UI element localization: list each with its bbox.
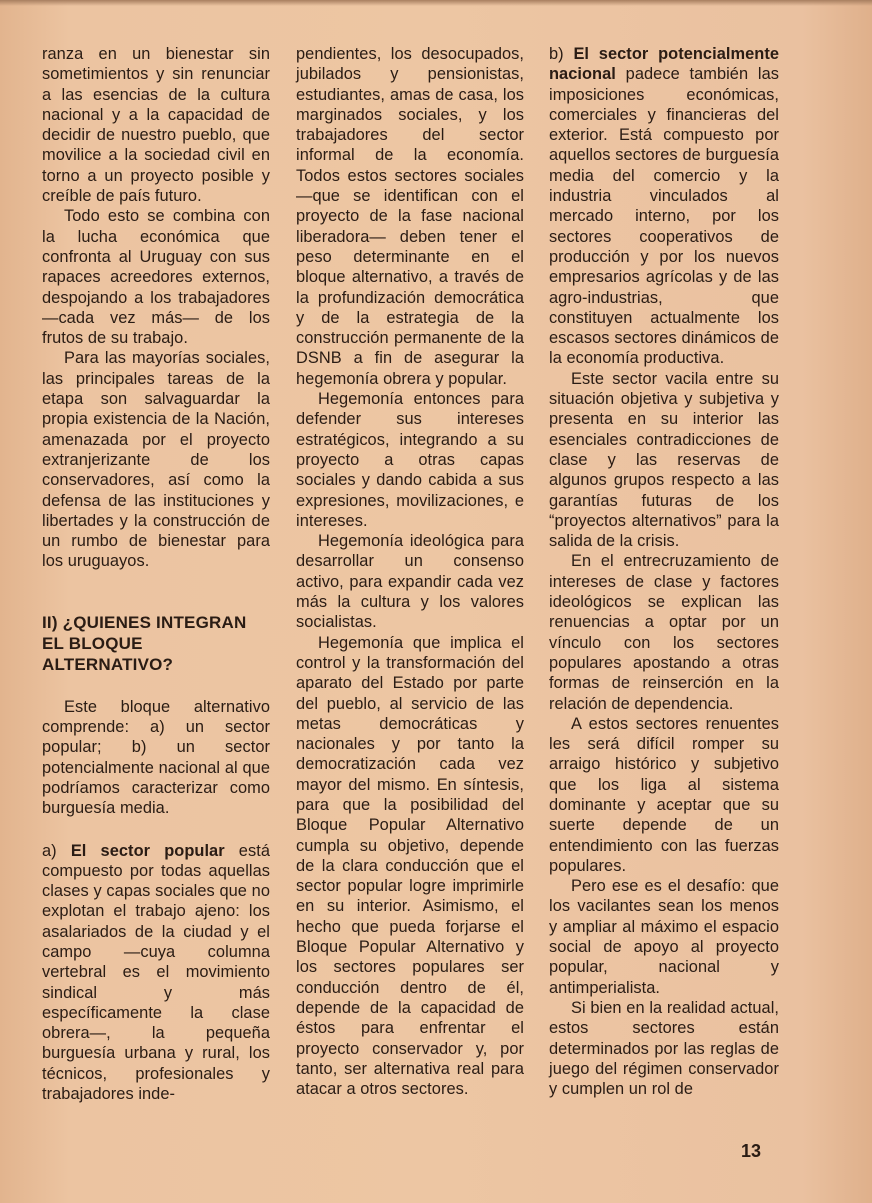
section-heading: II) ¿QUIENES INTEGRAN EL BLOQUE ALTERNATIVO? xyxy=(42,612,247,674)
paragraph: Si bien en la realidad actual, estos sectores están determinados por las reglas de juego del régimen conservador y cumplen un rol de xyxy=(549,998,779,1099)
paragraph-text: padece también las imposiciones económicas, comerciales y financieras del exterior. Está compuesto por aquellos sectores de burguesía media del comercio y la industria vinculados al mercado interno, por los sectores cooperativos de producción y por los nuevos empresarios agrícolas y de las agro-industrias, que constituyen actualmente los escasos sectores dinámicos de la economía productiva. xyxy=(549,65,779,368)
paragraph: A estos sectores renuentes les será difícil romper su arraigo histórico y subjetivo que los liga al sistema dominante y aceptar que su suerte depende de un entendimiento con las fuerzas populares. xyxy=(549,714,779,875)
text-column-3 xyxy=(549,44,779,1099)
page-top-edge xyxy=(0,0,872,6)
list-marker: a) xyxy=(42,841,71,860)
paragraph: Hegemonía ideológica para desarrollar un consenso activo, para expandir cada vez más la cultura y los valores socialistas. xyxy=(296,532,524,632)
paragraph-sector-nacional xyxy=(549,44,779,369)
page-number: 13 xyxy=(741,1141,762,1161)
paragraph: Hegemonía que implica el control y la transformación del aparato del Estado por parte del pueblo, al servicio de las metas democráticas y nacionales y por tanto la democratización cada vez mayor del mismo. En síntesis, para que la posibilidad del Bloque Popular Alternativo cumpla su objetivo, depende de la clara conducción que el sector popular logre imprimirle en su interior. Asimismo, el hecho que pueda forjarse el Bloque Popular Alternativo y los sectores populares ser conducción dentro de él, depende de la capacidad de éstos para enfrentar el proyecto conservador y, por tanto, ser alternativa real para atacar a otros sectores. xyxy=(296,633,524,1099)
list-marker: b) xyxy=(549,45,574,63)
paragraph: Para las mayorías sociales, las principales tareas de la etapa son salvaguardar la propia existencia de la Nación, amenazada por el proyecto extranjerizante de los conservadores, así como la defensa de las instituciones y libertades y la construcción de un rumbo de bienestar para los uruguayos. xyxy=(42,349,270,571)
paragraph-text: está compuesto por todas aquellas clases y capas sociales que no explotan el trabajo ajeno: los asalariados de la ciudad y el campo —cuya columna vertebral es el movimiento sindical y más específicamente la clase obrera—, la pequeña burguesía urbana y rural, los técnicos, profesionales y trabajadores inde- xyxy=(42,841,270,1104)
paragraph: Pero ese es el desafío: que los vacilantes sean los menos y ampliar al máximo el espacio social de apoyo al proyecto popular, nacional y antimperialista. xyxy=(549,877,779,997)
paragraph-sector-popular xyxy=(42,841,270,1105)
paragraph: ranza en un bienestar sin sometimientos y sin renunciar a las esencias de la cultura nacional y a la capacidad de decidir de nuestro pueblo, que movilice a la sociedad civil en torno a un proyecto posible y creíble de país futuro. xyxy=(42,45,270,206)
paragraph: En el entrecruzamiento de intereses de clase y factores ideológicos se explican las renuencias a optar por un vínculo con los sectores populares apostando a otras formas de reinserción en la relación de dependencia. xyxy=(549,552,779,713)
text-column-1 xyxy=(42,44,270,1104)
paragraph: Este sector vacila entre su situación objetiva y subjetiva y presenta en su interior las esenciales contradicciones de clase y las reservas de algunos grupos respecto a las garantías futuras de los “proyectos alternativos” para la salida de la crisis. xyxy=(549,369,779,551)
paragraph: Todo esto se combina con la lucha económica que confronta al Uruguay con sus rapaces acreedores externos, despojando a los trabajadores —cada vez más— de los frutos de su trabajo. xyxy=(42,207,270,348)
paragraph: Este bloque alternativo comprende: a) un sector popular; b) un sector potencialmente nacional al que podríamos caracterizar como burguesía media. xyxy=(42,697,270,818)
text-column-2 xyxy=(296,44,524,1099)
paragraph: Hegemonía entonces para defender sus intereses estratégicos, integrando a su proyecto a otras capas sociales y dando cabida a sus expresiones, movilizaciones, e intereses. xyxy=(296,390,524,530)
bold-term: El sector potencialmente nacional xyxy=(549,45,780,84)
bold-term: El sector popular xyxy=(70,841,225,860)
paragraph: pendientes, los desocupados, jubilados y pensionistas, estudiantes, amas de casa, los marginados sociales, y los trabajadores del sector informal de la economía. Todos estos sectores sociales —que se identifican con el proyecto de la fase nacional liberadora— deben tener el peso determinante en el bloque alternativo, a través de la profundización democrática y de la estrategia de la construcción permanente de la DSNB a fin de asegurar la hegemonía obrera y popular. xyxy=(296,45,524,388)
